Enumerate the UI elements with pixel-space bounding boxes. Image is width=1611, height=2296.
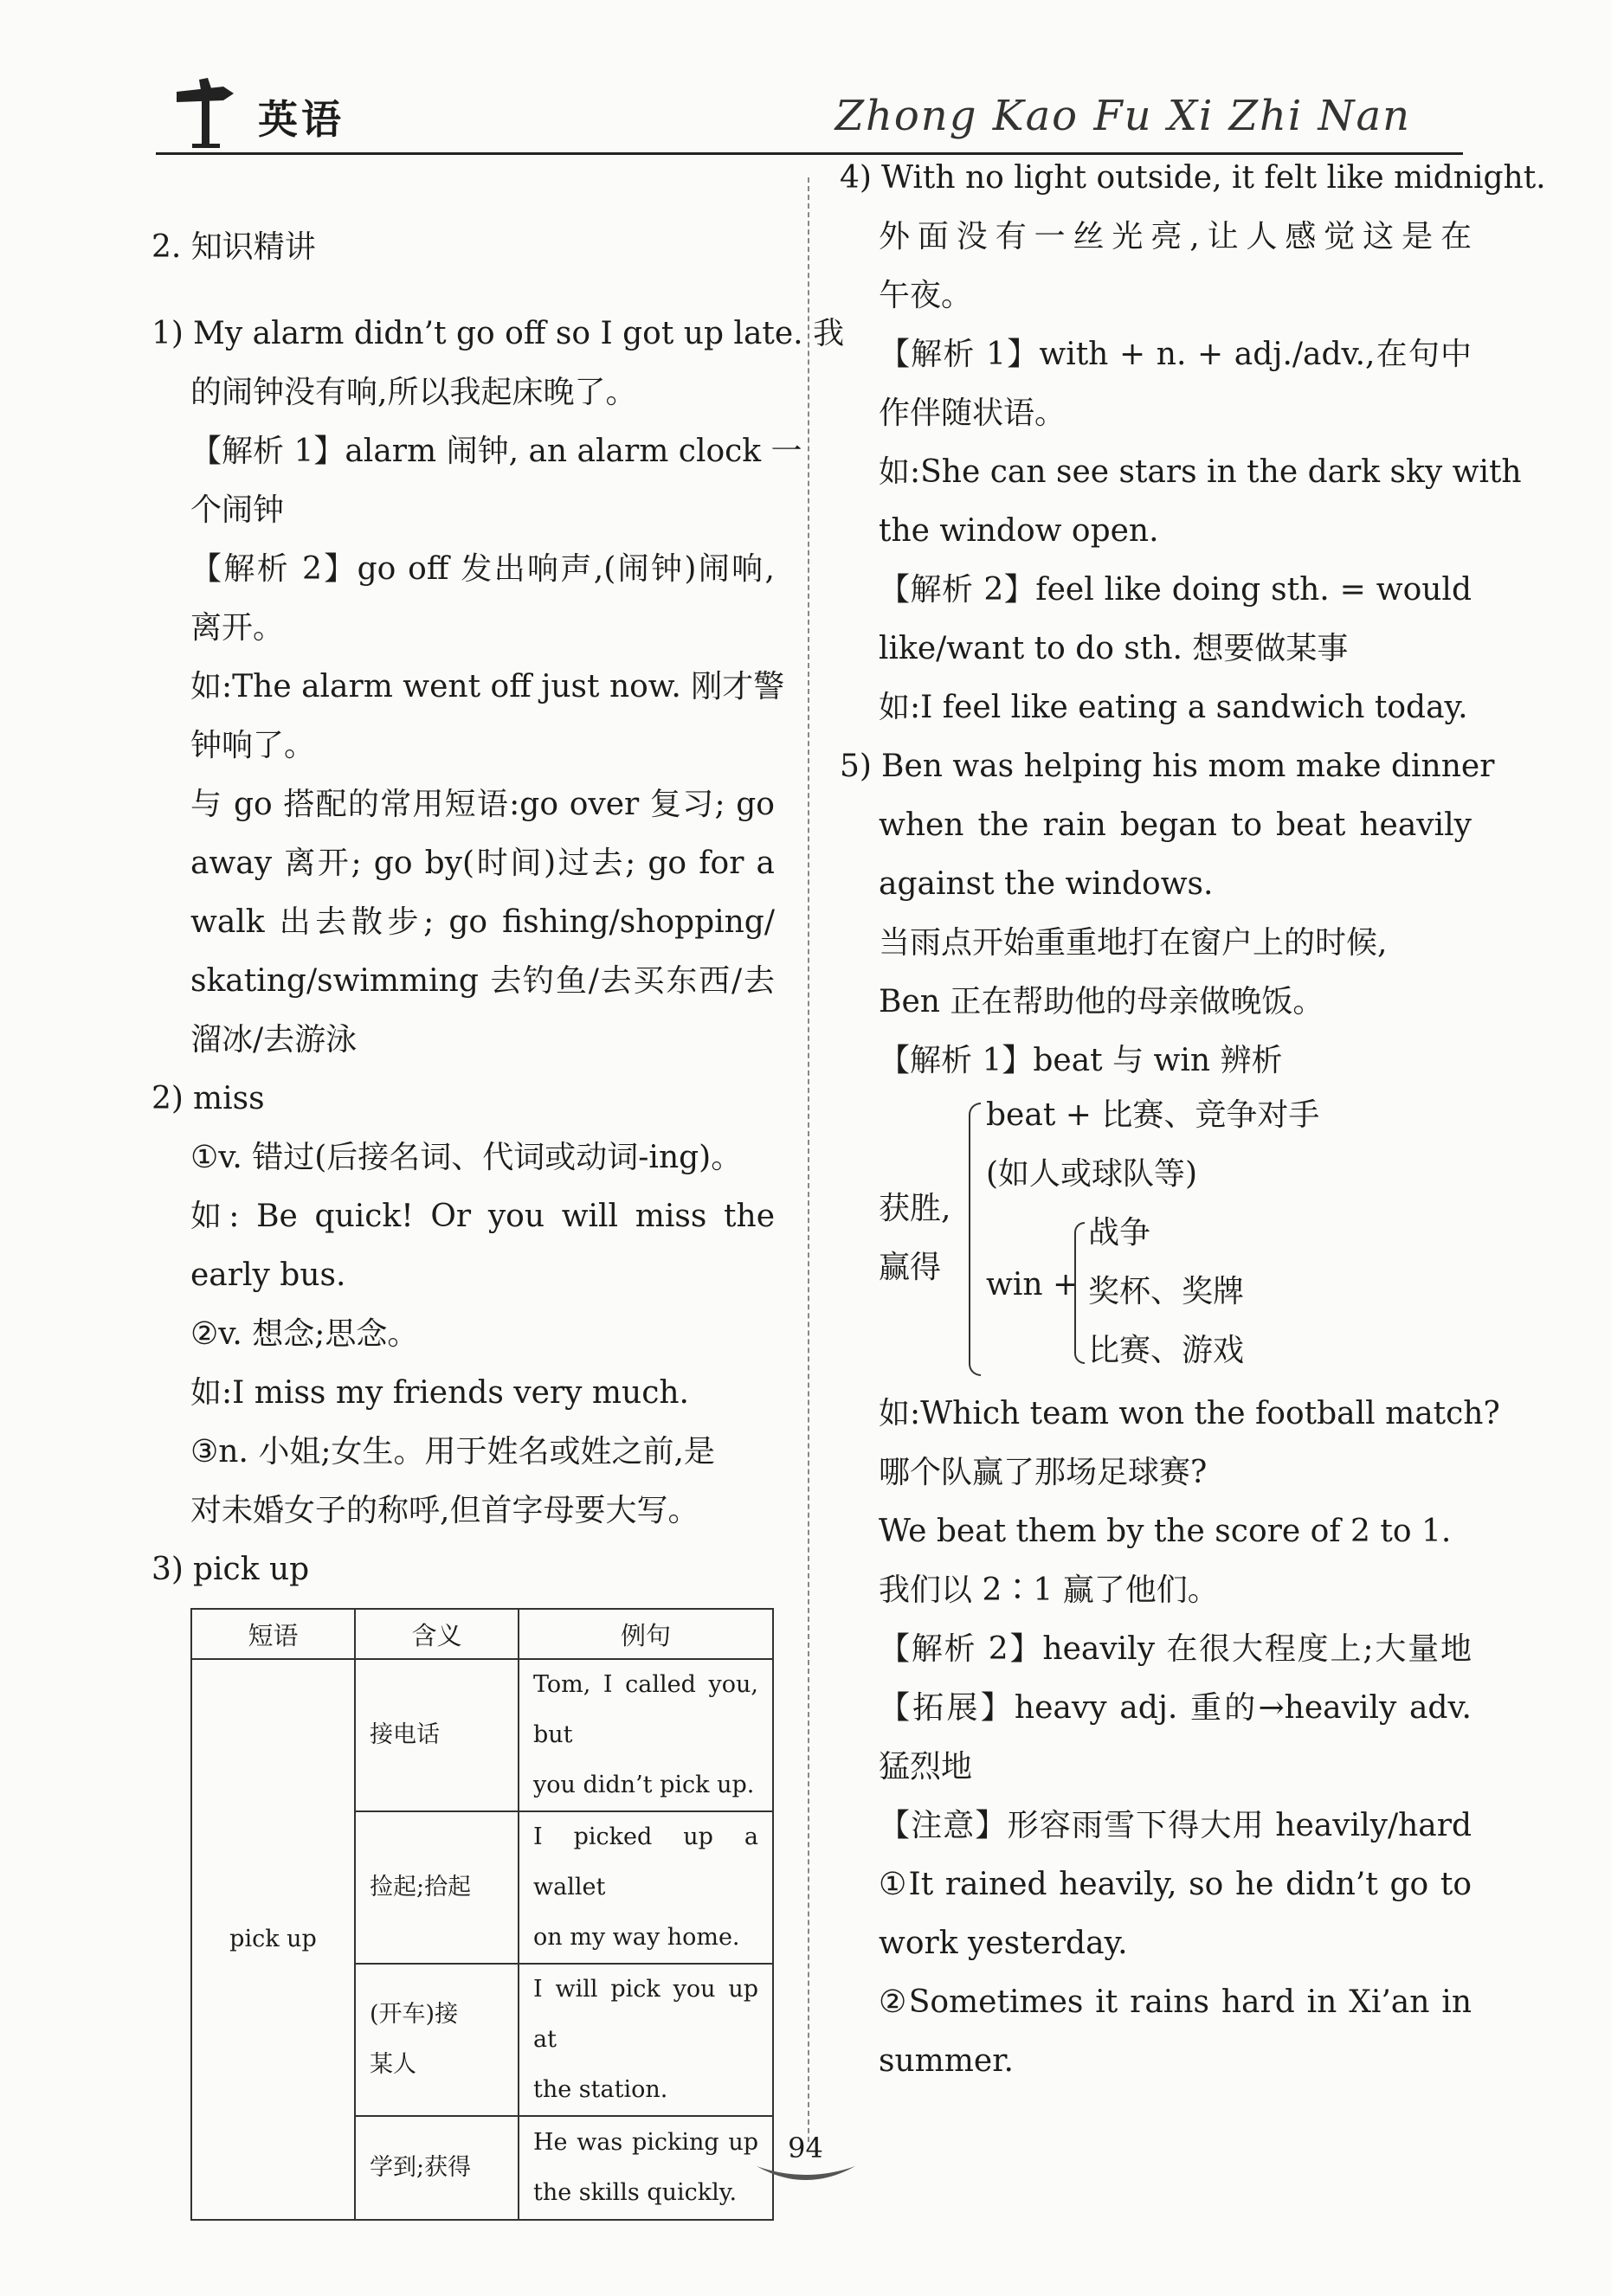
item-4-line: 作伴随状语。 bbox=[879, 396, 1066, 431]
item-2-title: 2) miss bbox=[151, 1081, 265, 1116]
win-item: 比赛、游戏 bbox=[1088, 1333, 1245, 1368]
item-5-line: 我们以 2∶1 赢了他们。 bbox=[879, 1572, 1219, 1608]
item-2-line: ②v. 想念;思念。 bbox=[190, 1316, 419, 1352]
pick-up-table bbox=[190, 1608, 774, 2221]
item-1-line: 【解析 2】go off 发出响声,(闹钟)闹响, bbox=[190, 551, 775, 587]
item-5-line: 【拓展】heavy adj. 重的→heavily adv. bbox=[879, 1690, 1472, 1726]
item-5-line: 当雨点开始重重地打在窗户上的时候, bbox=[879, 925, 1388, 961]
beat-win-diagram bbox=[879, 1090, 1472, 1385]
item-1-line: away 离开; go by(时间)过去; go for a bbox=[190, 846, 775, 881]
subject-title: 英语 bbox=[258, 96, 345, 143]
column-divider bbox=[808, 177, 809, 2142]
item-5-line: work yesterday. bbox=[879, 1926, 1128, 1961]
item-5-line: against the windows. bbox=[879, 866, 1214, 902]
item-2-line: ③n. 小姐;女生。用于姓名或姓之前,是 bbox=[190, 1434, 715, 1470]
meaning-cell: 捡起;拾起 bbox=[355, 1811, 519, 1964]
item-5-line: when the rain began to beat heavily bbox=[879, 807, 1472, 843]
item-5-line: 【解析 2】heavily 在很大程度上;大量地 bbox=[879, 1631, 1472, 1667]
item-4-line: the window open. bbox=[879, 513, 1159, 549]
item-5-line: 如:Which team won the football match? bbox=[879, 1396, 1500, 1431]
item-1-line: 【解析 1】alarm 闹钟, an alarm clock 一 bbox=[190, 434, 802, 469]
item-4-line: 如:I feel like eating a sandwich today. bbox=[879, 690, 1468, 725]
win-label: win + bbox=[986, 1267, 1079, 1302]
item-4-line: 4) With no light outside, it felt like midnight. bbox=[840, 160, 1546, 196]
section-title: 2. 知识精讲 bbox=[151, 229, 316, 265]
item-1-line: 如:The alarm went off just now. 刚才警 bbox=[190, 669, 785, 704]
signpost-icon bbox=[173, 76, 239, 149]
table-header-row bbox=[191, 1609, 773, 1659]
item-5-line: ②Sometimes it rains hard in Xi’an in bbox=[879, 1984, 1472, 2020]
diagram-root: 获胜, bbox=[879, 1191, 951, 1226]
meaning-cell: 学到;获得 bbox=[355, 2116, 519, 2220]
win-item: 奖杯、奖牌 bbox=[1088, 1274, 1245, 1309]
item-2-line: 如: Be quick! Or you will miss the bbox=[190, 1199, 775, 1234]
item-4-line: 外面没有一丝光亮,让人感觉这是在 bbox=[879, 219, 1472, 254]
page-header bbox=[156, 69, 1463, 156]
item-5-line: Ben 正在帮助他的母亲做晚饭。 bbox=[879, 984, 1324, 1019]
example-cell: I picked up a wallet on my way home. bbox=[519, 1811, 773, 1964]
item-1-line: 与 go 搭配的常用短语:go over 复习; go bbox=[190, 787, 775, 822]
meaning-cell: 接电话 bbox=[355, 1659, 519, 1811]
item-1-line: 离开。 bbox=[190, 610, 285, 646]
item-4-line: 如:She can see stars in the dark sky with bbox=[879, 454, 1522, 490]
beat-usage: (如人或球队等) bbox=[986, 1156, 1198, 1192]
example-cell: I will pick you up at the station. bbox=[519, 1964, 773, 2116]
item-4-line: 午夜。 bbox=[879, 278, 973, 313]
inner-bracket bbox=[1074, 1222, 1085, 1364]
series-title: Zhong Kao Fu Xi Zhi Nan bbox=[834, 92, 1411, 140]
page-number-ornament bbox=[753, 2159, 859, 2187]
item-5-line: 5) Ben was helping his mom make dinner bbox=[840, 749, 1495, 784]
item-5-line: summer. bbox=[879, 2043, 1014, 2079]
phrase-cell: pick up bbox=[191, 1659, 355, 2220]
item-1-line: 的闹钟没有响,所以我起床晚了。 bbox=[190, 375, 637, 410]
win-item: 战争 bbox=[1088, 1215, 1151, 1251]
item-2-line: 对未婚女子的称呼,但首字母要大写。 bbox=[190, 1493, 699, 1528]
item-4-line: 【解析 2】feel like doing sth. = would bbox=[879, 572, 1472, 608]
table-header: 例句 bbox=[519, 1609, 773, 1659]
example-cell: Tom, I called you, but you didn’t pick up. bbox=[519, 1659, 773, 1811]
page-number: 94 bbox=[788, 2132, 823, 2164]
table-header: 含义 bbox=[355, 1609, 519, 1659]
item-1-line: walk 出去散步; go fishing/shopping/ bbox=[190, 904, 775, 940]
item-2-line: early bus. bbox=[190, 1257, 346, 1293]
item-1-line: 个闹钟 bbox=[190, 492, 285, 528]
item-1-number: 1) bbox=[151, 316, 184, 351]
diagram-root: 赢得 bbox=[879, 1250, 942, 1285]
outer-bracket bbox=[969, 1103, 981, 1376]
beat-usage: beat + 比赛、竞争对手 bbox=[986, 1097, 1320, 1133]
right-column bbox=[840, 160, 1546, 2091]
item-1-line: 1) My alarm didn’t go off so I got up late. 我 bbox=[151, 305, 775, 363]
item-5-line: 【解析 1】beat 与 win 辨析 bbox=[879, 1043, 1283, 1078]
item-2-line: 如:I miss my friends very much. bbox=[190, 1375, 689, 1411]
item-3-title: 3) pick up bbox=[151, 1552, 310, 1587]
item-4-line: like/want to do sth. 想要做某事 bbox=[879, 631, 1349, 666]
table-header: 短语 bbox=[191, 1609, 355, 1659]
item-5-line: 猛烈地 bbox=[879, 1749, 973, 1785]
item-5-line: 【注意】形容雨雪下得大用 heavily/hard bbox=[879, 1808, 1472, 1843]
item-1-line: 溜冰/去游泳 bbox=[190, 1022, 358, 1058]
item-5-line: We beat them by the score of 2 to 1. bbox=[879, 1514, 1452, 1549]
item-5-line: 哪个队赢了那场足球赛? bbox=[879, 1455, 1208, 1490]
meaning-cell: (开车)接 某人 bbox=[355, 1964, 519, 2116]
item-1-line: skating/swimming 去钓鱼/去买东西/去 bbox=[190, 963, 775, 999]
item-1-line: 钟响了。 bbox=[190, 728, 316, 763]
example-cell: He was picking up the skills quickly. bbox=[519, 2116, 773, 2220]
item-2-line: ①v. 错过(后接名词、代词或动词-ing)。 bbox=[190, 1140, 743, 1175]
table-row bbox=[191, 1659, 773, 1811]
item-4-line: 【解析 1】with + n. + adj./adv.,在句中 bbox=[879, 337, 1472, 372]
item-5-line: ①It rained heavily, so he didn’t go to bbox=[879, 1867, 1472, 1902]
